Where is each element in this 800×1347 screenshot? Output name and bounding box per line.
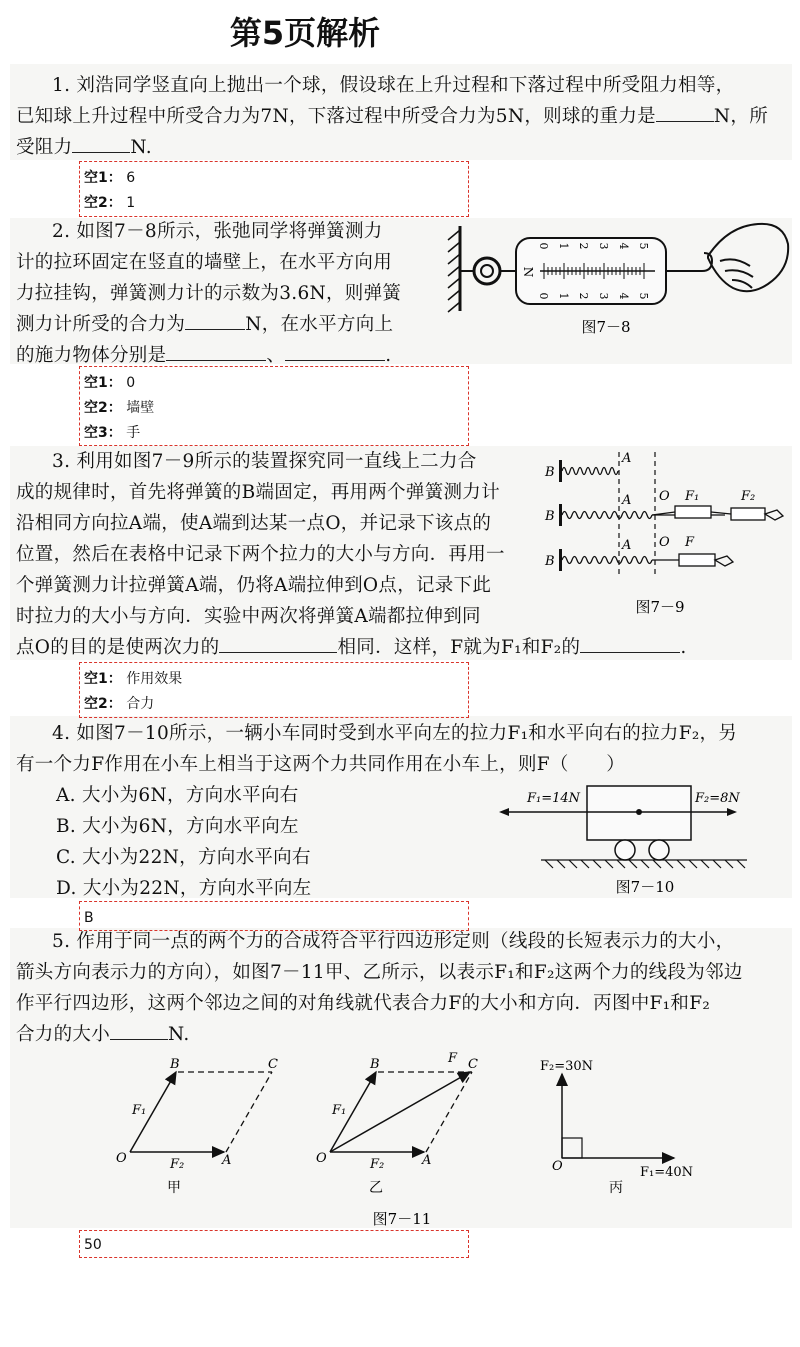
figure-7-8-caption: 图7－8 <box>581 318 631 336</box>
spring-row-1 <box>544 451 631 482</box>
q3-line: 个弹簧测力计拉弹簧A端，仍将A端拉伸到O点，记录下此 <box>16 575 492 596</box>
sub-caption-jia: 甲 <box>167 1180 181 1196</box>
q5-blank-1[interactable] <box>110 1021 168 1041</box>
q3-line: 成的规律时，首先将弹簧的B端固定，再用两个弹簧测力计 <box>16 482 500 503</box>
label-B: B <box>370 1057 380 1072</box>
answer-label: 空2： <box>84 696 122 712</box>
answer-label: 空1： <box>84 170 122 186</box>
answer-value: 合力 <box>126 696 155 712</box>
label-O: O <box>659 535 670 550</box>
q1-blank-1[interactable] <box>656 103 714 123</box>
q4-option-a[interactable]: A. 大小为6N，方向水平向右 <box>56 785 299 806</box>
q1-answer-row <box>84 166 464 191</box>
q1-line-3-end: N. <box>130 137 152 158</box>
diagram-yi <box>316 1052 478 1196</box>
q3-blank-1[interactable] <box>219 634 337 654</box>
q4-answer-value: B <box>84 910 94 926</box>
scale-number: 2 <box>577 292 590 300</box>
f2-label: F₂=8N <box>695 791 740 806</box>
label-C: C <box>468 1057 478 1072</box>
q3-blank-2[interactable] <box>580 634 680 654</box>
scale-number: 1 <box>557 242 570 250</box>
q3-line: 位置，然后在表格中记录下两个拉力的大小与方向．再用一 <box>16 544 505 565</box>
q5-line-4-text: 合力的大小 <box>16 1024 111 1045</box>
scale-number: 3 <box>597 242 610 250</box>
label-F1: F₁ <box>132 1103 147 1118</box>
q4-option-b[interactable]: B. 大小为6N，方向水平向左 <box>56 816 299 837</box>
label-F: F <box>685 535 695 550</box>
diagram-jia <box>116 1057 278 1196</box>
sub-caption-yi: 乙 <box>369 1180 383 1196</box>
label-B: B <box>170 1057 180 1072</box>
label-B: B <box>545 554 555 569</box>
q1-answer-box <box>79 161 469 217</box>
answer-value: 0 <box>126 375 136 391</box>
figure-7-9 <box>535 448 792 620</box>
q5-answer-box <box>79 1230 469 1258</box>
label-B: B <box>545 509 555 524</box>
label-A: A <box>622 451 632 466</box>
sub-caption-bing: 丙 <box>609 1180 623 1196</box>
answer-label: 空1： <box>84 671 122 687</box>
scale-number: 4 <box>617 292 630 300</box>
answer-value: 墙壁 <box>126 400 155 416</box>
answer-label: 空2： <box>84 400 122 416</box>
q2-line-4-end: N，在水平方向上 <box>245 314 394 335</box>
bing-f1-label: F₁=40N <box>640 1165 694 1180</box>
hook <box>666 253 712 271</box>
q1-blank-2[interactable] <box>72 134 130 154</box>
answer-label: 空3： <box>84 425 122 441</box>
label-O: O <box>116 1151 127 1166</box>
q1-line-2-text: 已知球上升过程中所受合力为7N，下落过程中所受合力为5N，则球的重力是 <box>16 106 656 127</box>
answer-label: 空2： <box>84 195 122 211</box>
label-A: A <box>622 538 632 553</box>
label-A: A <box>422 1153 432 1168</box>
label-O: O <box>552 1159 563 1174</box>
answer-value: 6 <box>126 170 136 186</box>
q2-blank-2[interactable] <box>166 342 266 362</box>
q4-line-2: 有一个力F作用在小车上相当于这两个力共同作用在小车上，则F（ ） <box>16 754 626 775</box>
q3-line-7-text: 点O的目的是使两次力的 <box>16 637 220 658</box>
q2-line-5-text: 的施力物体分别是 <box>16 345 167 366</box>
q2-line: 力拉挂钩，弹簧测力计的示数为3.6N，则弹簧 <box>16 283 402 304</box>
scale-number: 0 <box>537 242 550 250</box>
q1-line-3-text: 受阻力 <box>16 137 73 158</box>
label-B: B <box>545 465 555 480</box>
q2-answer-row <box>84 396 464 421</box>
scale-unit: N <box>521 266 535 278</box>
scale-number: 5 <box>637 292 650 300</box>
q3-line: 时拉力的大小与方向．实验中两次将弹簧A端都拉伸到同 <box>16 606 481 627</box>
label-O: O <box>659 489 670 504</box>
q4-option-c[interactable]: C. 大小为22N，方向水平向右 <box>56 847 311 868</box>
question-3 <box>16 446 536 632</box>
q5-line: 箭头方向表示力的方向），如图7－11甲、乙所示，以表示F₁和F₂这两个力的线段为邻边 <box>16 962 743 983</box>
q2-line-4-text: 测力计所受的合力为 <box>16 314 186 335</box>
q1-line-3 <box>16 132 792 163</box>
q3-answer-row <box>84 692 464 717</box>
label-A: A <box>222 1153 232 1168</box>
label-A: A <box>622 493 632 508</box>
q3-answer-row <box>84 667 464 692</box>
label-F2: F₂ <box>170 1157 185 1172</box>
q2-line: 2. 如图7－8所示，张弛同学将弹簧测力 <box>52 221 383 242</box>
figure-7-10 <box>495 780 757 900</box>
q2-answer-row <box>84 421 464 446</box>
question-2 <box>16 216 436 371</box>
question-1 <box>16 70 792 163</box>
spring-scale-body <box>516 238 666 304</box>
q1-answer-row <box>84 191 464 216</box>
q2-answer-row <box>84 371 464 396</box>
page-title: 第5页解析 <box>229 14 381 52</box>
q2-blank-3[interactable] <box>285 342 385 362</box>
scale-number: 0 <box>537 292 550 300</box>
diagram-bing <box>540 1059 693 1196</box>
q2-line <box>16 309 436 340</box>
q3-line-7-end: . <box>680 637 687 658</box>
cart <box>587 786 691 860</box>
q5-answer-value: 50 <box>84 1237 102 1253</box>
wall <box>448 226 460 312</box>
q2-blank-1[interactable] <box>185 311 245 331</box>
q1-line-1: 1. 刘浩同学竖直向上抛出一个球，假设球在上升过程和下落过程中所受阻力相等， <box>52 75 735 96</box>
q3-last-line <box>16 632 792 663</box>
q2-separator: 、 <box>266 345 286 366</box>
pull-ring <box>460 258 516 284</box>
q2-line-5-end: . <box>385 345 392 366</box>
figure-7-8 <box>440 216 792 346</box>
scale-number: 5 <box>637 242 650 250</box>
q5-line <box>16 1019 792 1050</box>
q5-line: 5. 作用于同一点的两个力的合成符合平行四边形定则（线段的长短表示力的大小， <box>52 931 735 952</box>
q4-option-d[interactable]: D. 大小为22N，方向水平向左 <box>56 878 312 899</box>
label-F1: F₁ <box>685 489 700 504</box>
spring-row-3 <box>544 535 733 571</box>
hand-icon <box>708 224 788 291</box>
scale-number: 3 <box>597 292 610 300</box>
q3-line: 3. 利用如图7－9所示的装置探究同一直线上二力合 <box>52 451 477 472</box>
figure-7-10-caption: 图7－10 <box>615 878 675 896</box>
q2-line: 计的拉环固定在竖直的墙壁上，在水平方向用 <box>16 252 393 273</box>
scale-number: 2 <box>577 242 590 250</box>
q2-answer-box <box>79 366 469 446</box>
q5-line-4-end: N. <box>168 1024 190 1045</box>
label-O: O <box>316 1151 327 1166</box>
q1-line-2-end: N，所 <box>713 106 769 127</box>
ground <box>541 860 747 868</box>
answer-label: 空1： <box>84 375 122 391</box>
question-5 <box>16 926 792 1050</box>
label-C: C <box>268 1057 278 1072</box>
label-F1: F₁ <box>332 1103 347 1118</box>
figure-7-11-caption: 图7－11 <box>372 1210 432 1228</box>
bing-f2-label: F₂=30N <box>540 1059 594 1074</box>
answer-value: 1 <box>126 195 136 211</box>
q3-line: 沿相同方向拉A端，使A端到达某一点O，并记录下该点的 <box>16 513 492 534</box>
label-F2: F₂ <box>741 489 756 504</box>
f1-label: F₁=14N <box>527 791 581 806</box>
answer-value: 手 <box>126 425 141 441</box>
label-F: F <box>448 1052 458 1066</box>
q3-line <box>16 632 792 663</box>
label-F2: F₂ <box>370 1157 385 1172</box>
scale-number: 4 <box>617 242 630 250</box>
figure-7-9-caption: 图7－9 <box>635 598 685 616</box>
q5-line: 作平行四边形，这两个邻边之间的对角线就代表合力F的大小和方向．丙图中F₁和F₂ <box>16 993 711 1014</box>
q3-answer-box <box>79 662 469 718</box>
spring-row-2 <box>544 489 783 526</box>
q4-line-1: 4. 如图7－10所示，一辆小车同时受到水平向左的拉力F₁和水平向右的拉力F₂，另 <box>52 723 738 744</box>
q3-line-7-mid: 相同．这样，F就为F₁和F₂的 <box>337 637 581 658</box>
q1-line-2 <box>16 101 792 132</box>
answer-value: 作用效果 <box>126 671 183 687</box>
figure-7-11 <box>100 1052 720 1230</box>
scale-number: 1 <box>557 292 570 300</box>
